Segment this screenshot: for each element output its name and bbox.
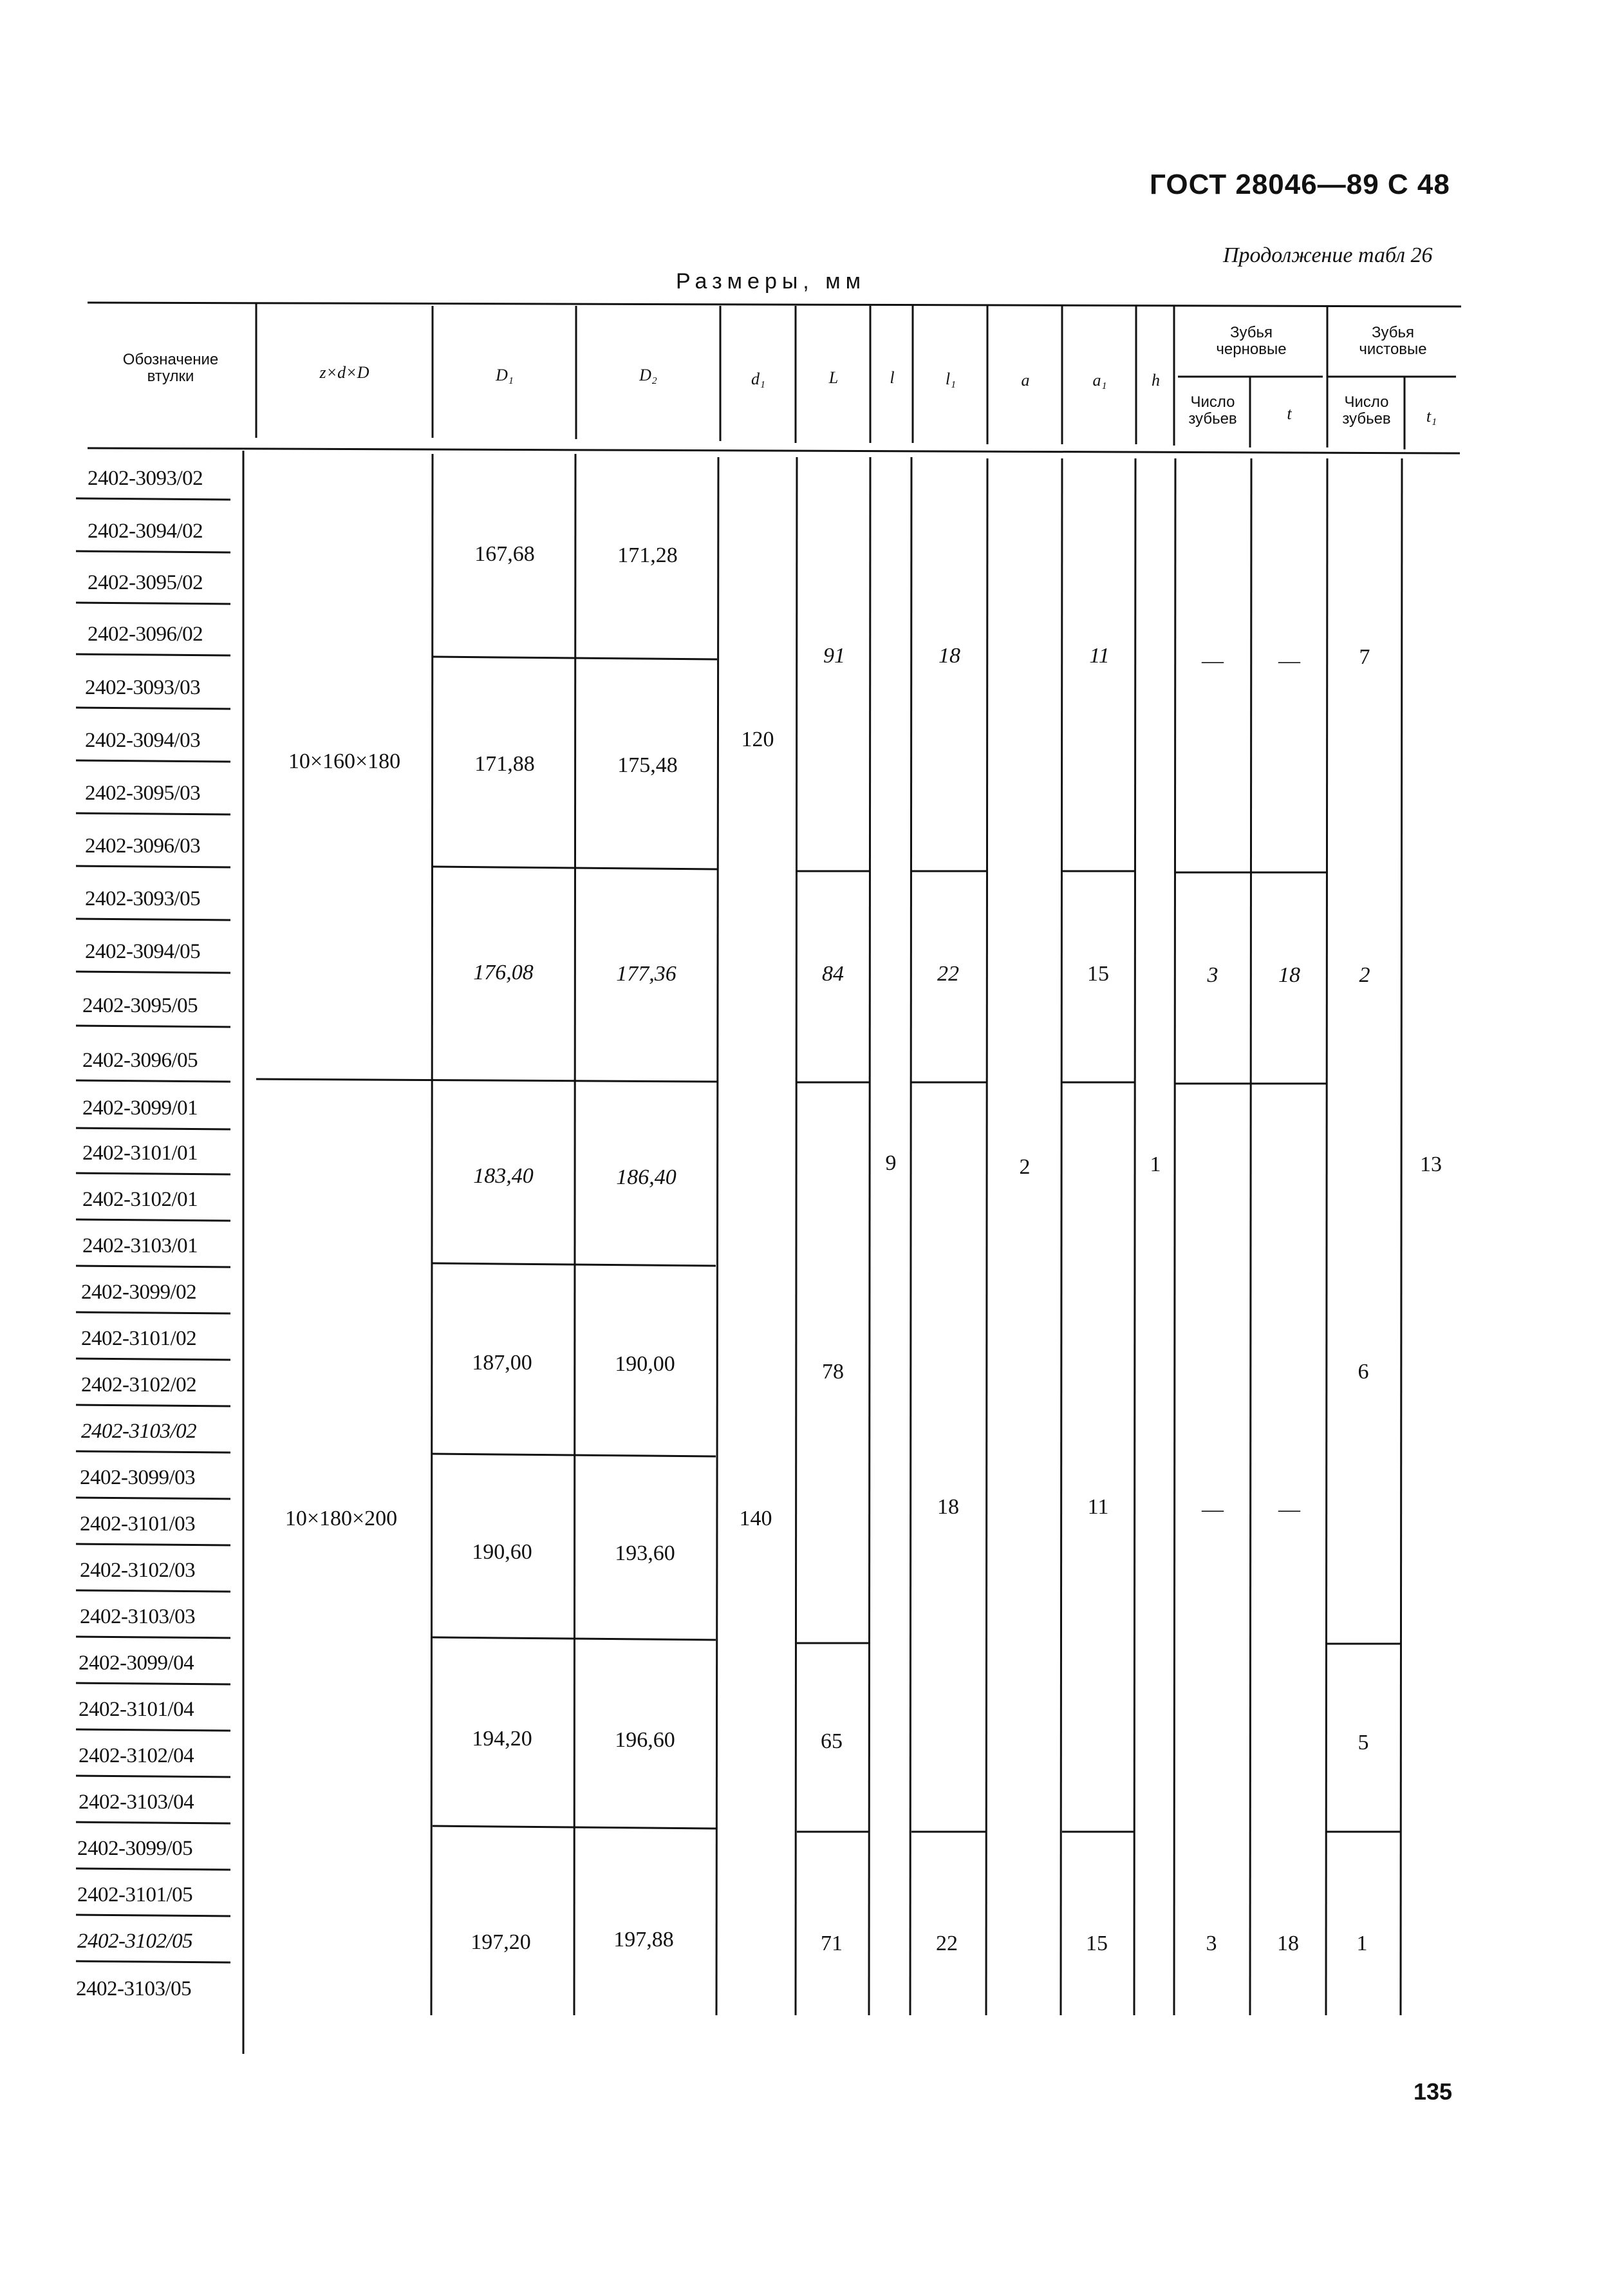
designation-cell: 2402-3101/04 <box>79 1698 194 1721</box>
finish-t1-cell: 13 <box>1420 1152 1442 1176</box>
rough-t-cell: 18 <box>1277 1932 1299 1955</box>
finish-teeth-group-header: Зубья чистовые <box>1359 324 1427 358</box>
col-a-header: a <box>1021 371 1030 390</box>
rough-count-cell: — <box>1202 1498 1224 1521</box>
standard-header: ГОСТ 28046—89 С 48 <box>1150 169 1450 200</box>
finish-count-cell: 1 <box>1356 1932 1368 1955</box>
a-cell: 2 <box>1019 1155 1031 1179</box>
designation-cell: 2402-3103/02 <box>81 1420 197 1443</box>
col-d1-header: d₁ <box>751 370 766 388</box>
rough-t-header: t <box>1287 404 1292 423</box>
col-zdD-header: z×d×D <box>319 363 369 382</box>
D1-cell: 183,40 <box>473 1164 534 1188</box>
D2-cell: 171,28 <box>617 543 678 567</box>
designation-cell: 2402-3096/02 <box>88 623 203 646</box>
col-D1-header: D₁ <box>496 366 514 384</box>
designation-cell: 2402-3099/01 <box>82 1096 198 1120</box>
designation-cell: 2402-3101/02 <box>81 1327 197 1350</box>
L-cell: 71 <box>821 1932 843 1955</box>
col-a1-header: a₁ <box>1092 371 1107 390</box>
D1-cell: 187,00 <box>472 1351 532 1375</box>
designation-cell: 2402-3096/05 <box>82 1049 198 1072</box>
D2-cell: 177,36 <box>616 962 677 986</box>
L-cell: 65 <box>821 1729 843 1753</box>
designation-cell: 2402-3095/05 <box>82 994 198 1017</box>
l1-cell: 22 <box>937 962 959 986</box>
col-L-header: L <box>828 368 839 387</box>
zdD-cell: 10×180×200 <box>285 1507 398 1530</box>
a1-cell: 15 <box>1086 1932 1108 1955</box>
col-designation-header: Обозначение втулки <box>122 351 219 385</box>
table-continuation-label: Продолжение табл 26 <box>1223 243 1433 267</box>
col-D2-header: D₂ <box>639 366 657 384</box>
designation-cell: 2402-3095/03 <box>85 782 201 805</box>
rough-t-cell: — <box>1278 1498 1300 1521</box>
designation-cell: 2402-3103/01 <box>82 1234 198 1257</box>
zdD-cell: 10×160×180 <box>288 749 401 773</box>
h-cell: 1 <box>1150 1152 1161 1176</box>
designation-cell: 2402-3094/02 <box>88 520 203 543</box>
L-cell: 78 <box>822 1360 844 1384</box>
designation-cell: 2402-3094/05 <box>85 940 201 963</box>
col-l-header: l <box>890 368 895 387</box>
l1-cell: 18 <box>938 644 960 668</box>
designation-cell: 2402-3102/05 <box>77 1930 193 1953</box>
l-cell: 9 <box>885 1151 897 1175</box>
designation-cell: 2402-3099/02 <box>81 1281 197 1304</box>
designation-cell: 2402-3093/05 <box>85 887 201 910</box>
col-h-header: h <box>1152 371 1160 390</box>
d1-cell: 120 <box>741 728 774 751</box>
D1-cell: 197,20 <box>471 1930 531 1954</box>
rough-teeth-group-header: Зубья черновые <box>1216 324 1287 358</box>
designation-cell: 2402-3103/04 <box>79 1791 194 1814</box>
a1-cell: 11 <box>1089 644 1110 668</box>
finish-count-cell: 2 <box>1359 963 1370 987</box>
rough-count-cell: 3 <box>1207 963 1218 987</box>
designation-cell: 2402-3102/04 <box>79 1744 194 1767</box>
designation-cell: 2402-3099/05 <box>77 1837 193 1860</box>
a1-cell: 11 <box>1087 1495 1109 1519</box>
finish-teeth-count-header: Число зубьев <box>1342 393 1391 428</box>
D1-cell: 176,08 <box>473 961 534 984</box>
designation-cell: 2402-3095/02 <box>88 571 203 594</box>
d1-cell: 140 <box>739 1507 772 1530</box>
designation-cell: 2402-3099/03 <box>80 1466 196 1489</box>
rough-count-cell: — <box>1202 649 1224 673</box>
designation-cell: 2402-3099/04 <box>79 1651 194 1675</box>
a1-cell: 15 <box>1087 962 1109 986</box>
designation-cell: 2402-3101/03 <box>80 1512 196 1536</box>
finish-count-cell: 5 <box>1358 1731 1369 1754</box>
finish-t1-header: t₁ <box>1426 407 1437 426</box>
finish-count-cell: 6 <box>1358 1360 1369 1384</box>
L-cell: 84 <box>822 962 844 986</box>
sizes-caption: Размеры, мм <box>676 269 866 294</box>
D1-cell: 167,68 <box>474 542 535 566</box>
D1-cell: 171,88 <box>474 752 535 776</box>
D2-cell: 186,40 <box>616 1165 677 1189</box>
designation-cell: 2402-3101/05 <box>77 1883 193 1906</box>
rough-t-cell: — <box>1278 649 1300 673</box>
designation-cell: 2402-3102/03 <box>80 1559 196 1582</box>
designation-cell: 2402-3093/03 <box>85 676 201 699</box>
designation-cell: 2402-3101/01 <box>82 1142 198 1165</box>
l1-cell: 18 <box>937 1495 959 1519</box>
rough-t-cell: 18 <box>1278 963 1300 987</box>
finish-count-cell: 7 <box>1359 645 1370 669</box>
D1-cell: 190,60 <box>472 1540 532 1564</box>
l1-cell: 22 <box>936 1932 958 1955</box>
D2-cell: 193,60 <box>615 1541 675 1565</box>
designation-cell: 2402-3102/02 <box>81 1373 197 1397</box>
rough-count-cell: 3 <box>1206 1932 1217 1955</box>
designation-cell: 2402-3102/01 <box>82 1188 198 1211</box>
D1-cell: 194,20 <box>472 1727 532 1751</box>
D2-cell: 175,48 <box>617 753 678 777</box>
D2-cell: 197,88 <box>613 1928 674 1952</box>
designation-cell: 2402-3093/02 <box>88 467 203 490</box>
page-number: 135 <box>1414 2078 1453 2105</box>
designation-cell: 2402-3094/03 <box>85 729 201 752</box>
D2-cell: 196,60 <box>615 1728 675 1752</box>
rough-teeth-count-header: Число зубьев <box>1188 393 1237 428</box>
L-cell: 91 <box>823 644 845 668</box>
designation-cell: 2402-3103/03 <box>80 1605 196 1628</box>
designation-cell: 2402-3103/05 <box>76 1977 192 2000</box>
designation-cell: 2402-3096/03 <box>85 834 201 858</box>
D2-cell: 190,00 <box>615 1352 675 1376</box>
col-l1-header: l₁ <box>945 370 957 388</box>
